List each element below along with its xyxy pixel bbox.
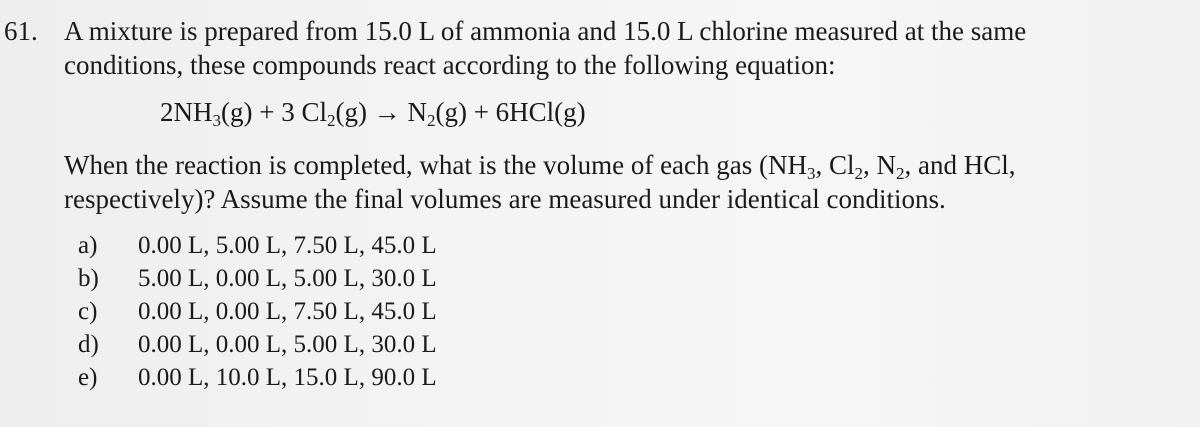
choice-e [78,361,437,394]
choice-letter: e) [78,364,98,391]
equation-text: (g) + 6HCl(g) [435,97,586,127]
choice-d [78,328,437,361]
equation-text: (g) + 3 Cl [221,97,327,127]
prompt-text: , Cl [815,150,855,180]
choice-text: 0.00 L, 0.00 L, 7.50 L, 45.0 L [138,298,437,325]
question-number: 61. [4,16,38,46]
prompt-text: When the reaction is completed, what is the volume of each gas (NH [64,150,808,180]
chemical-equation [160,95,586,129]
prompt-subscript: 2 [896,164,905,183]
equation-text: (g) → N [335,97,427,127]
prompt-subscript: 2 [854,164,864,183]
equation-text: 2NH [160,97,213,127]
stem-line-1: A mixture is prepared from 15.0 L of ammonia and 15.0 L chlorine measured at the same [64,16,1027,46]
equation-subscript: 2 [426,111,436,130]
prompt-line-1 [64,148,1016,182]
choice-c [78,295,437,328]
choice-text: 0.00 L, 0.00 L, 5.00 L, 30.0 L [138,331,437,358]
choice-text: 0.00 L, 5.00 L, 7.50 L, 45.0 L [138,232,437,259]
choice-letter: d) [78,331,99,358]
choice-text: 0.00 L, 10.0 L, 15.0 L, 90.0 L [138,364,437,391]
stem-line-2: conditions, these compounds react according to the following equation: [64,50,836,80]
equation-subscript: 2 [326,111,336,130]
choice-letter: c) [78,298,98,325]
prompt-line-2: respectively)? Assume the final volumes are measured under identical conditions. [64,184,946,214]
question-stem [64,14,1026,82]
choice-b [78,262,437,295]
equation-subscript: 3 [212,111,221,130]
answer-choices [78,229,437,394]
question-prompt [64,148,1016,216]
choice-text: 5.00 L, 0.00 L, 5.00 L, 30.0 L [138,265,437,292]
prompt-text: , and HCl, [904,150,1016,180]
choice-letter: a) [78,232,98,259]
prompt-subscript: 3 [807,164,816,183]
choice-letter: b) [78,265,99,292]
choice-a [78,229,437,262]
prompt-text: , N [863,150,897,180]
